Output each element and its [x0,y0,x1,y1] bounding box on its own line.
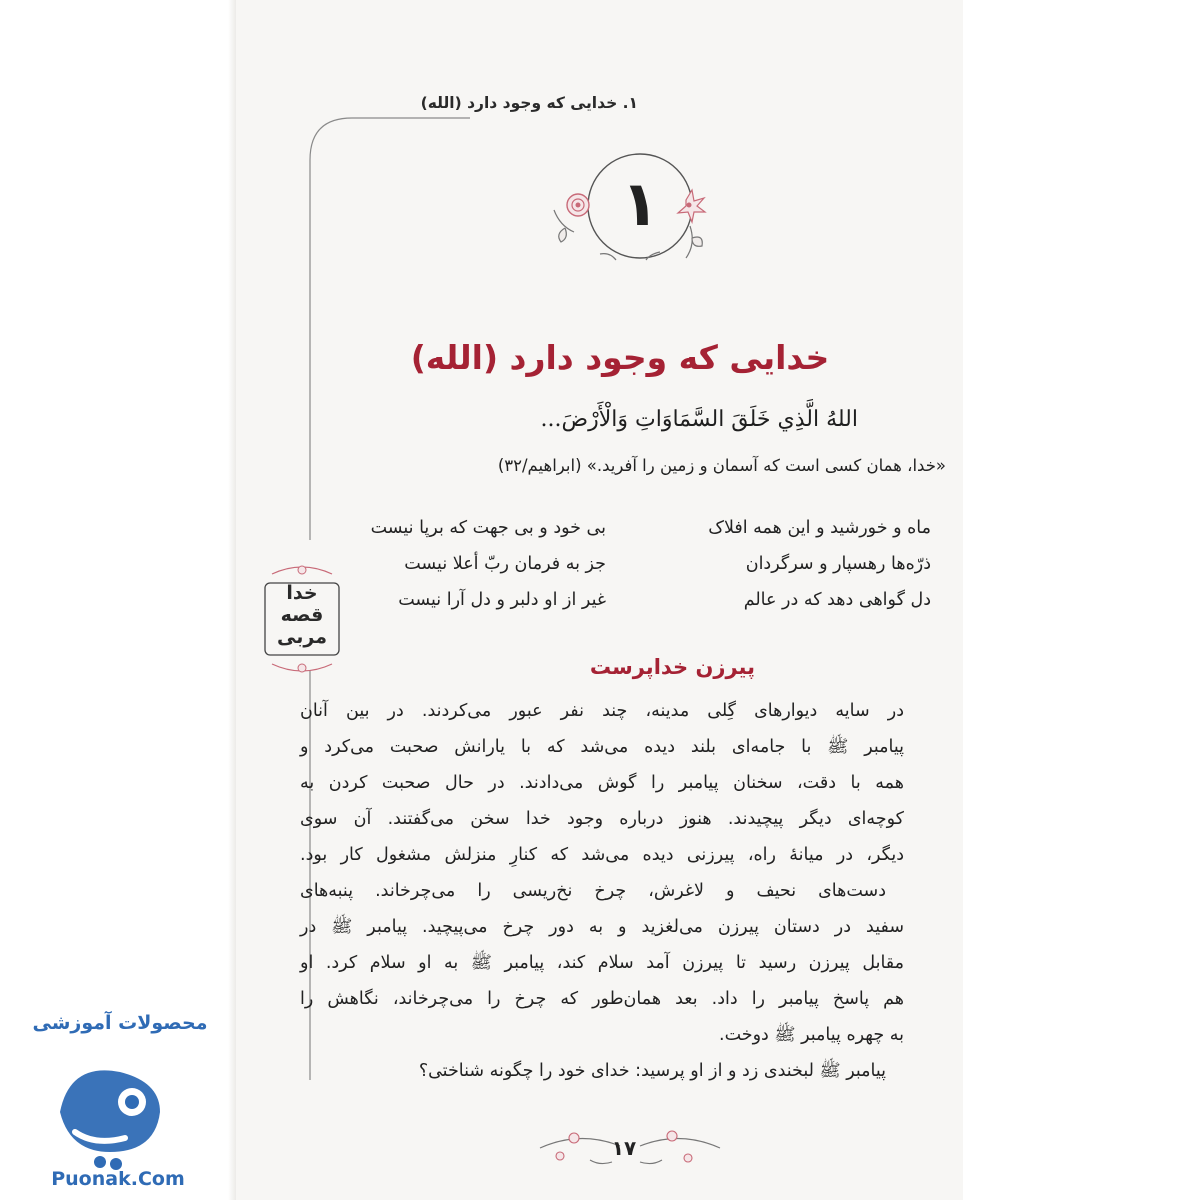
poem-line-left-1: بی خود و بی جهت که برپا نیست [370,518,606,538]
story-line: دست‌های نحیف و لاغرش، چرخ نخ‌ریسی را می‌چرخاند. پنبه‌های [300,881,886,901]
poem-line-right-2: ذرّه‌ها رهسپار و سرگردان [745,554,931,574]
story-line: پیامبر ﷺ لبخندی زد و از او پرسید: خدای خود را چگونه شناختی؟ [418,1061,886,1081]
verse-translation: «خدا، همان کسی است که آسمان و زمین را آفرید.» (ابراهیم/۳۲) [497,456,946,475]
watermark-url: Puonak.Com [51,1168,185,1190]
story-line: همه با دقت، سخنان پیامبر را گوش می‌دادند. در حال صحبت کردن به [300,773,904,793]
poem-line-left-2: جز به فرمان ربّ أعلا نیست [404,554,606,574]
story-line: سفید در دستان پیرزن می‌لغزید و به دور چرخ می‌پیچید. پیامبر ﷺ در [300,917,904,937]
poem-line-right-1: ماه و خورشید و این همه افلاک [708,518,931,538]
story-line: پیامبر ﷺ با جامه‌ای بلند دیده می‌شد که با یارانش صحبت می‌کرد و [300,737,904,757]
chapter-title: خدایی که وجود دارد (الله) [410,338,830,377]
poem-line-right-3: دل گواهی دهد که در عالم [743,590,931,610]
story-line: دیگر، در میانهٔ راه، پیرزنی دیده می‌شد که کنارِ منزلش مشغول کار بود. [300,845,904,865]
quran-verse: اللهُ الَّذِي خَلَقَ السَّمَاوَاتِ وَالْأَرْضَ... [540,407,858,432]
frame-left-border [310,118,470,540]
watermark-title: محصولات آموزشی [32,1012,208,1034]
badge-word-3: مربی [277,626,327,648]
story-body [300,693,904,1089]
badge-word-1: خدا [286,582,318,604]
story-line: مقابل پیرزن رسید تا پیرزن آمد سلام کند، پیامبر ﷺ به او سلام کرد. او [300,953,904,973]
page-number: ۱۷ [611,1136,637,1160]
side-badge [264,565,340,655]
story-line: کوچه‌ای دیگر پیچیدند. هنوز درباره وجود خدا سخن می‌گفتند. آن سوی [300,809,904,829]
story-line: هم پاسخ پیامبر را داد. بعد همان‌طور که چرخ را می‌چرخاند، نگاهش را [300,989,904,1009]
badge-word-2: قصه [280,604,324,626]
section-heading: پیرزن خداپرست [589,655,755,679]
puonak-logo [20,1012,200,1192]
poem-line-left-3: غیر از او دلبر و دل آرا نیست [398,590,606,610]
rose-icon-left [567,194,589,216]
running-header: ۱. خدایی که وجود دارد (الله) [420,94,638,112]
story-line: در سایه دیوارهای گِلی مدینه، چند نفر عبور می‌کردند. در بین آنان [300,701,904,721]
chapter-number: ۱ [621,167,659,240]
story-line: به چهره پیامبر ﷺ دوخت. [719,1025,904,1045]
